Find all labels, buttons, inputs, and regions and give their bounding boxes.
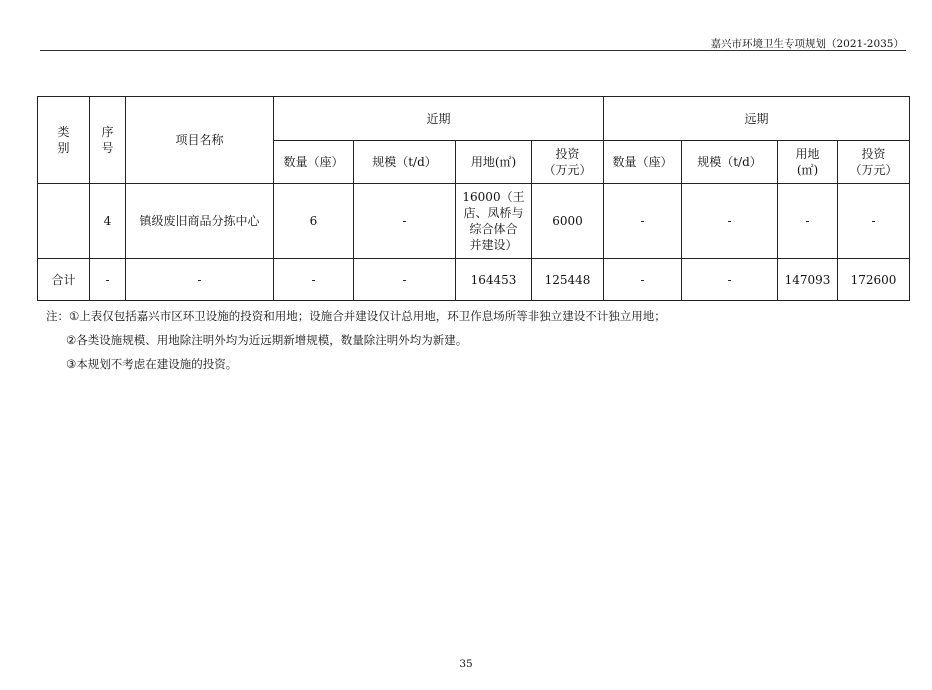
cell-far-land: - (778, 184, 838, 259)
note-3: ③本规划不考虑在建设施的投资。 (66, 357, 238, 371)
total-label: 合计 (38, 259, 90, 301)
cell-category (38, 184, 90, 259)
facility-plan-table (37, 96, 910, 301)
cell-near-scale: - (354, 184, 456, 259)
far-qty-header: 数量（座） (604, 141, 682, 184)
cell-seq: 4 (90, 184, 126, 259)
near-qty-header: 数量（座） (274, 141, 354, 184)
near-term-header: 近期 (274, 97, 604, 141)
cell-near-invest: 6000 (532, 184, 604, 259)
total-far-land: 147093 (778, 259, 838, 301)
near-scale-header: 规模（t/d） (354, 141, 456, 184)
total-far-scale: - (682, 259, 778, 301)
cell-near-qty: 6 (274, 184, 354, 259)
total-far-qty: - (604, 259, 682, 301)
total-near-invest: 125448 (532, 259, 604, 301)
document-header: 嘉兴市环境卫生专项规划（2021-2035） (710, 38, 904, 50)
cell-far-invest: - (838, 184, 910, 259)
cell-far-scale: - (682, 184, 778, 259)
long-term-header: 远期 (604, 97, 910, 141)
total-near-land: 164453 (456, 259, 532, 301)
table-row (38, 184, 910, 259)
cell-near-land: 16000（王 店、凤桥与 综合体合 并建设） (456, 184, 532, 259)
total-near-qty: - (274, 259, 354, 301)
col-category-header: 类 别 (38, 97, 90, 184)
near-invest-header: 投资 （万元） (532, 141, 604, 184)
far-scale-header: 规模（t/d） (682, 141, 778, 184)
page-number: 35 (459, 658, 473, 670)
total-name: - (126, 259, 274, 301)
total-row (38, 259, 910, 301)
col-name-header: 项目名称 (126, 97, 274, 184)
cell-far-qty: - (604, 184, 682, 259)
header-row-1 (38, 97, 910, 141)
total-seq: - (90, 259, 126, 301)
far-invest-header: 投资 （万元） (838, 141, 910, 184)
note-2: ②各类设施规模、用地除注明外均为近远期新增规模，数量除注明外均为新建。 (66, 333, 468, 347)
total-near-scale: - (354, 259, 456, 301)
cell-name: 镇级废旧商品分拣中心 (126, 184, 274, 259)
far-land-header: 用地 (㎡) (778, 141, 838, 184)
table-notes (46, 304, 666, 376)
col-seq-header: 序 号 (90, 97, 126, 184)
note-1: 注：①上表仅包括嘉兴市区环卫设施的投资和用地；设施合并建设仅计总用地，环卫作息场所等非独立建设不计独立用地； (46, 309, 666, 323)
near-land-header: 用地(㎡) (456, 141, 532, 184)
header-rule (40, 50, 906, 51)
total-far-invest: 172600 (838, 259, 910, 301)
